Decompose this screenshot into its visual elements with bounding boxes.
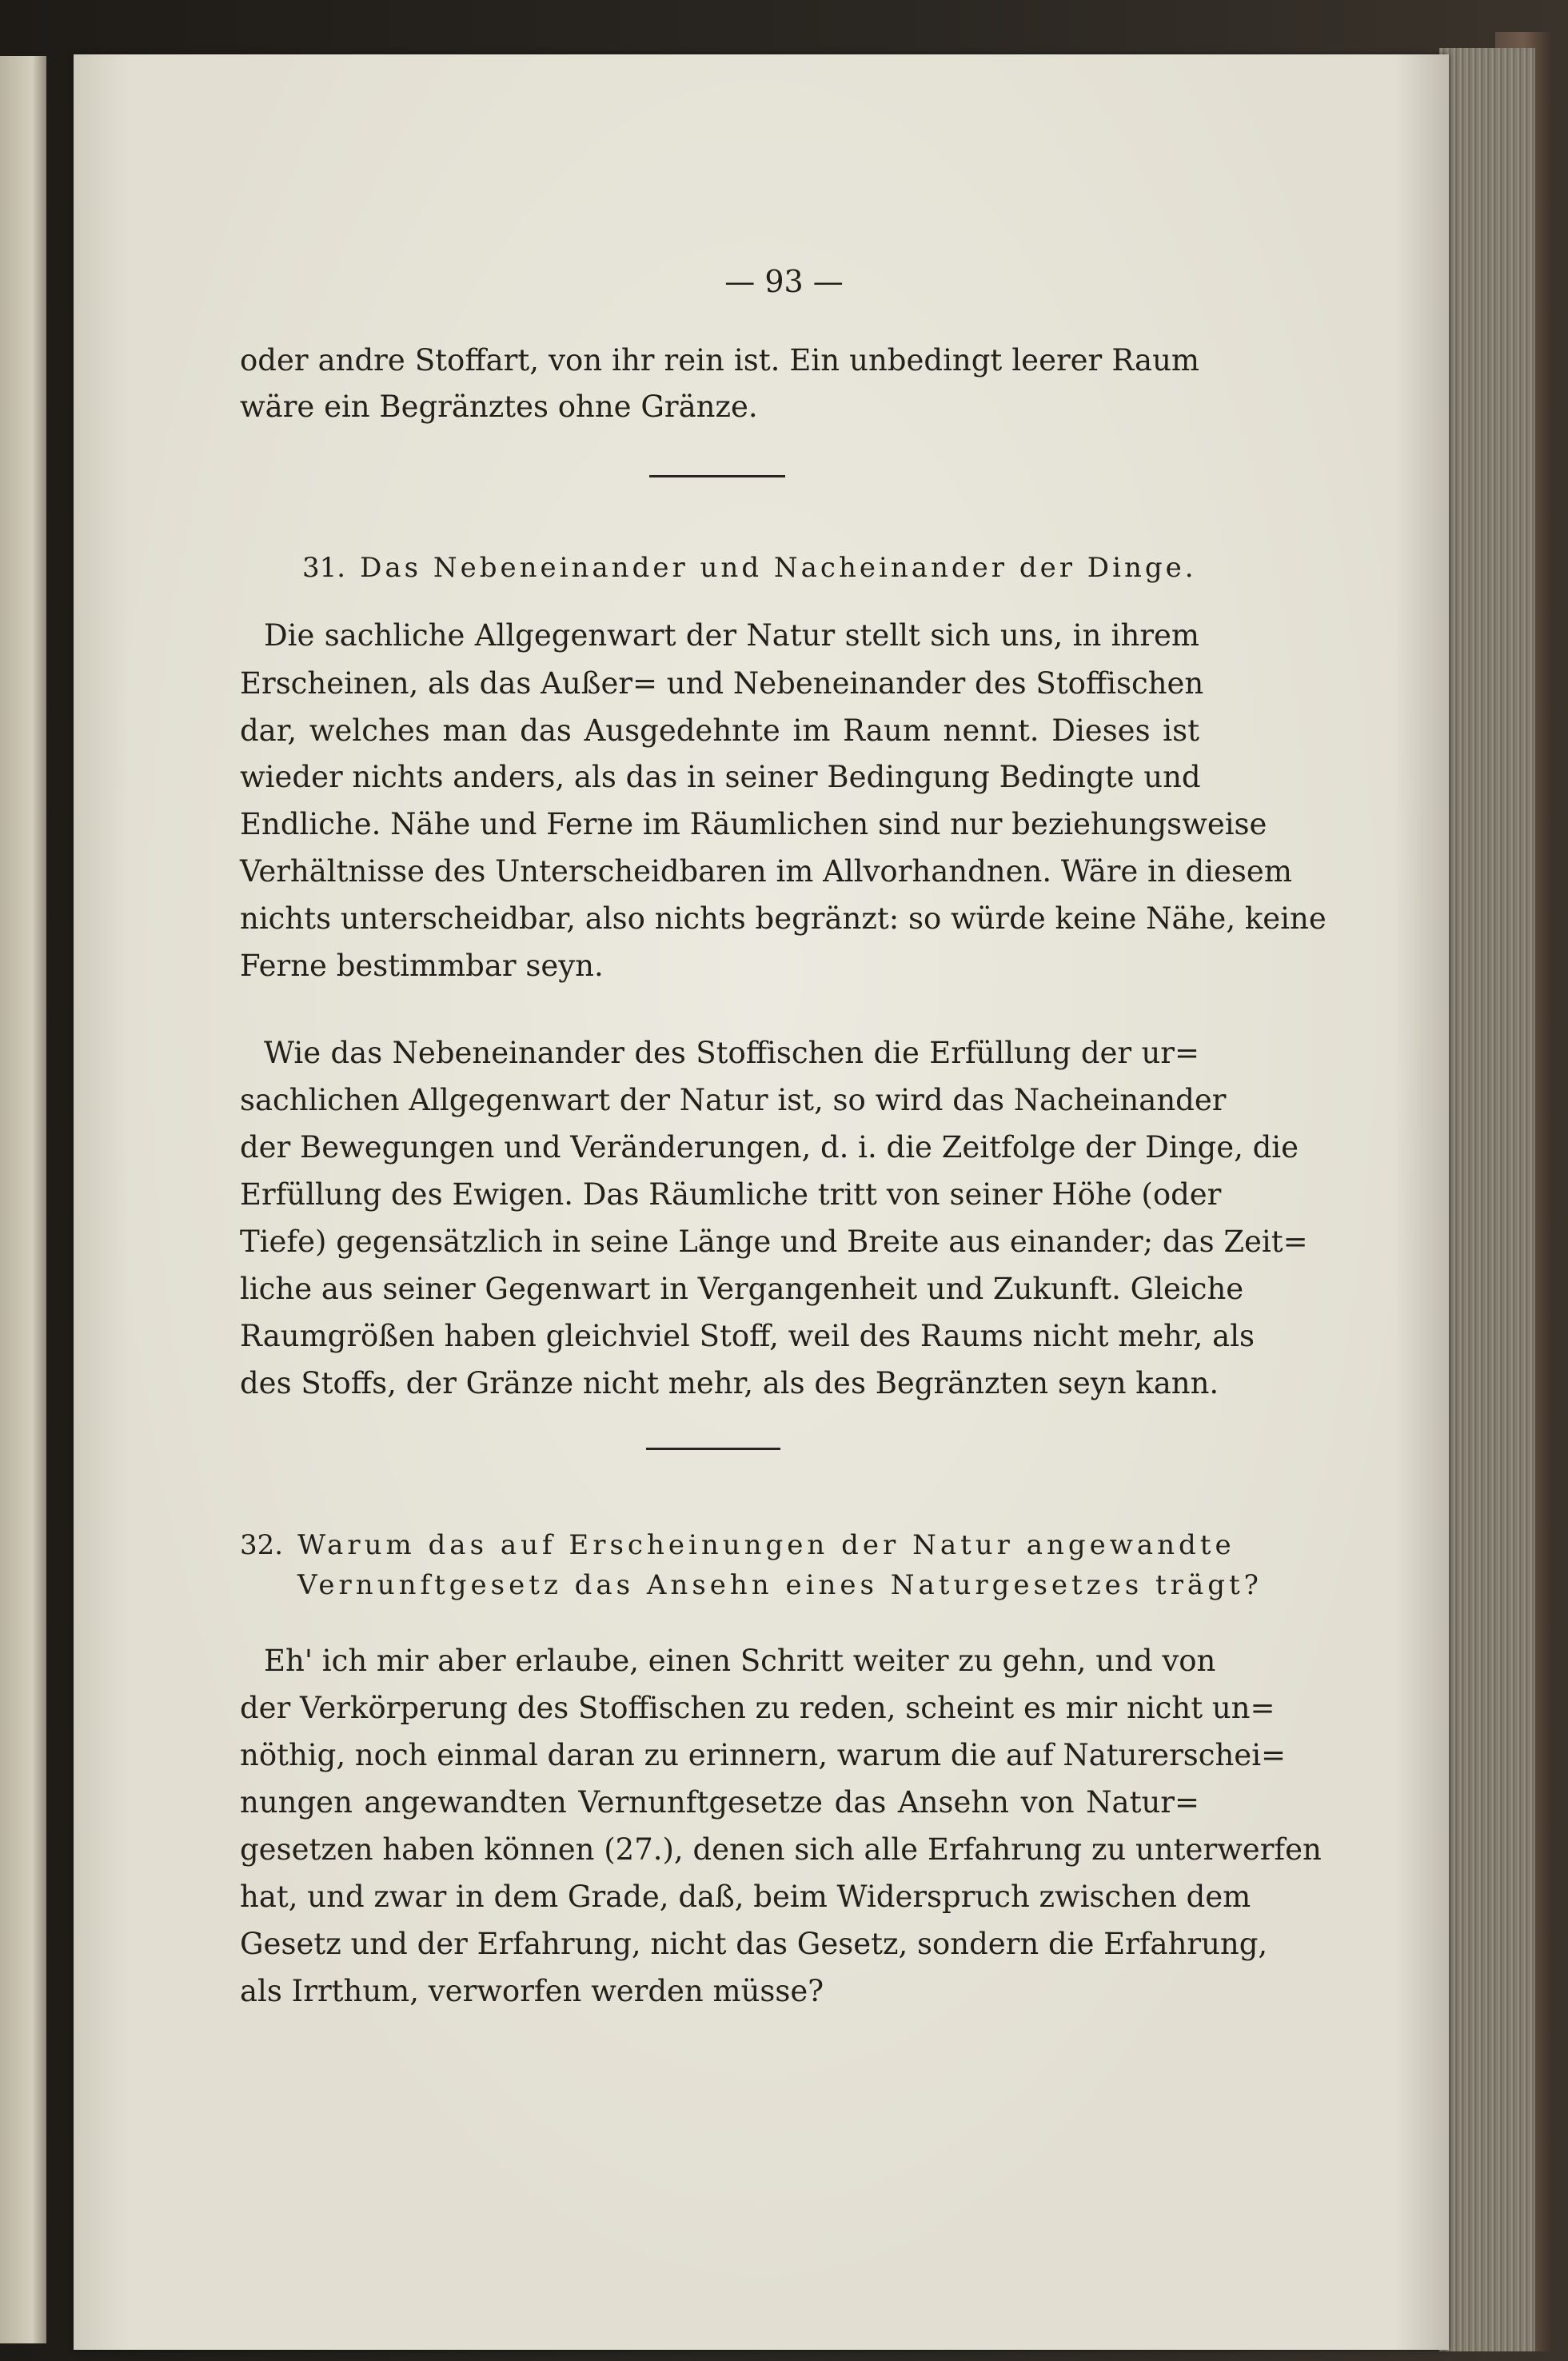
- text-line: Eh' ich mir aber erlaube, einen Schritt weiter zu gehn, und von: [264, 1644, 1216, 1678]
- text-line: Ferne bestimmbar seyn.: [240, 949, 604, 983]
- text-line: Tiefe) gegensätzlich in seine Länge und Breite aus einander; das Zeit=: [240, 1224, 1308, 1259]
- text-line: liche aus seiner Gegenwart in Vergangenheit und Zukunft. Gleiche: [240, 1272, 1244, 1306]
- section-heading-32: [240, 1529, 1235, 1561]
- text-line: Verhältnisse des Unterscheidbaren im Allvorhandnen. Wäre in diesem: [240, 854, 1292, 889]
- section-number: 31.: [302, 552, 346, 584]
- text-line: der Verkörperung des Stoffischen zu reden, scheint es mir nicht un=: [240, 1691, 1275, 1725]
- text-line: Gesetz und der Erfahrung, nicht das Gesetz, sondern die Erfahrung,: [240, 1927, 1268, 1961]
- text-line: Erfüllung des Ewigen. Das Räumliche tritt von seiner Höhe (oder: [240, 1177, 1222, 1212]
- text-line: gesetzen haben können (27.), denen sich alle Erfahrung zu unterwerfen: [240, 1832, 1322, 1867]
- page-number: — 93 —: [724, 264, 844, 299]
- text-line: der Bewegungen und Veränderungen, d. i. die Zeitfolge der Dinge, die: [240, 1130, 1299, 1165]
- left-page-edge: [0, 56, 46, 2343]
- text-line: sachlichen Allgegenwart der Natur ist, so wird das Nacheinander: [240, 1083, 1227, 1117]
- section-divider: [646, 1448, 780, 1450]
- text-line: Raumgrößen haben gleichviel Stoff, weil des Raums nicht mehr, als: [240, 1319, 1255, 1353]
- text-line: des Stoffs, der Gränze nicht mehr, als des Begränzten seyn kann.: [240, 1366, 1219, 1400]
- section-title-line-2: Vernunftgesetz das Ansehn eines Naturgesetzes trägt?: [297, 1569, 1263, 1601]
- section-divider: [649, 475, 785, 477]
- text-line: als Irrthum, verworfen werden müsse?: [240, 1974, 824, 2008]
- text-line: wieder nichts anders, als das in seiner Bedingung Bedingte und: [240, 760, 1201, 794]
- text-line: dar, welches man das Ausgedehnte im Raum nennt. Dieses ist: [240, 713, 1199, 748]
- text-line: Die sachliche Allgegenwart der Natur stellt sich uns, in ihrem: [264, 618, 1199, 653]
- text-line: nichts unterscheidbar, also nichts begränzt: so würde keine Nähe, keine: [240, 901, 1327, 936]
- section-title: Das Nebeneinander und Nacheinander der Dinge.: [360, 552, 1197, 584]
- section-heading-31: [302, 552, 1197, 584]
- text-line: Erscheinen, als das Außer= und Nebeneinander des Stoffischen: [240, 666, 1204, 701]
- text-line: hat, und zwar in dem Grade, daß, beim Widerspruch zwischen dem: [240, 1880, 1251, 1914]
- page-stack-edge: [1439, 48, 1535, 2351]
- text-line: nöthig, noch einmal daran zu erinnern, warum die auf Naturerschei=: [240, 1738, 1287, 1772]
- section-title-line-1: Warum das auf Erscheinungen der Natur angewandte: [297, 1529, 1235, 1561]
- text-line: oder andre Stoffart, von ihr rein ist. Ein unbedingt leerer Raum: [240, 343, 1199, 378]
- text-line: Endliche. Nähe und Ferne im Räumlichen sind nur beziehungsweise: [240, 807, 1267, 841]
- section-number: 32.: [240, 1529, 284, 1561]
- text-line: nungen angewandten Vernunftgesetze das Ansehn von Natur=: [240, 1785, 1199, 1820]
- text-line: Wie das Nebeneinander des Stoffischen die Erfüllung der ur=: [264, 1036, 1199, 1070]
- text-line: wäre ein Begränztes ohne Gränze.: [240, 390, 758, 424]
